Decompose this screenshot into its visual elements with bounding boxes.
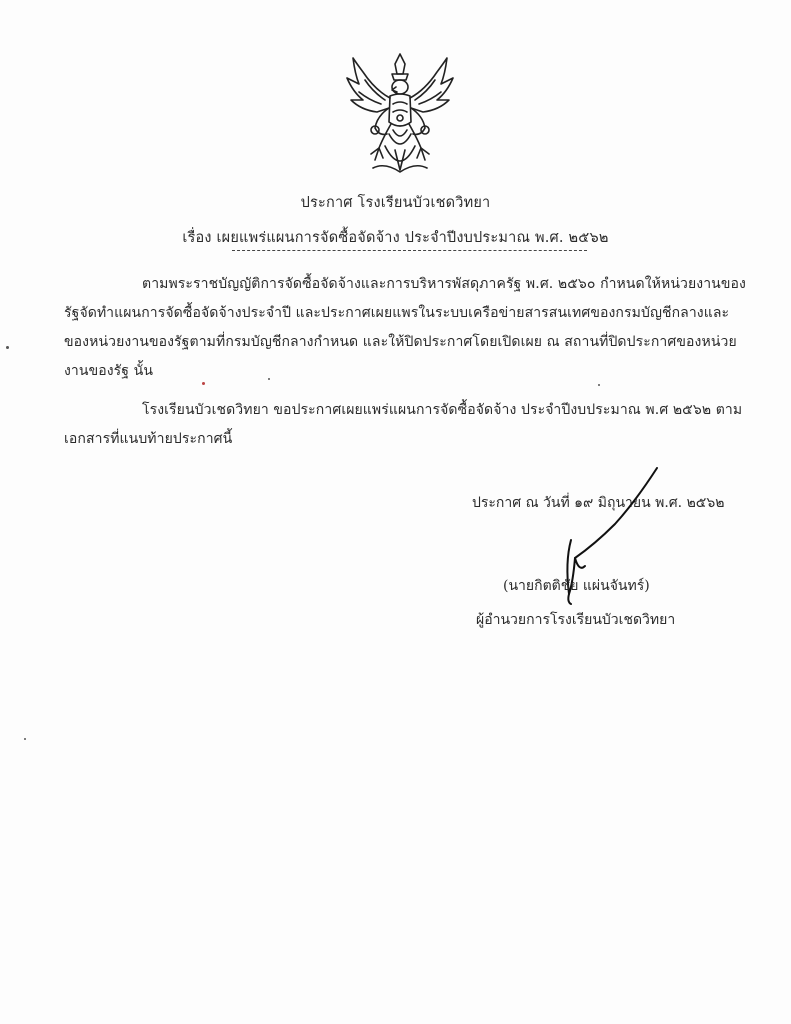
paragraph-1-text: ตามพระราชบัญญัติการจัดซื้อจัดจ้างและการบริหารพัสดุภาครัฐ พ.ศ. ๒๕๖๐ กำหนดให้หน่วยงานของรัฐจัดทำแผนการจัดซื้อจัดจ้างประจำปี และประกาศเผยแพรในระบบเครือข่ายสารสนเทศของกรมบัญชีกลางและของหน่วยงานของรัฐตามที่กรมบัญชีกลางกำหนด และให้ปิดประกาศโดยเปิดเผย ณ สถานที่ปิดประกาศของหน่วยงานของรัฐ นั้น — [64, 276, 746, 379]
title-divider — [232, 250, 587, 251]
scan-speck — [24, 738, 26, 740]
announcement-subject: เรื่อง เผยแพร่แผนการจัดซื้อจัดจ้าง ประจำปีงบประมาณ พ.ศ. ๒๕๖๒ — [182, 230, 609, 246]
scan-speck — [202, 382, 205, 385]
scan-speck — [598, 384, 600, 386]
garuda-emblem-icon — [345, 50, 455, 180]
signer-name: (นายกิตติชัย แผ่นจันทร์) — [503, 578, 650, 594]
scan-speck — [6, 346, 9, 349]
announcement-title: ประกาศ โรงเรียนบัวเชดวิทยา — [300, 195, 491, 211]
body-paragraph-1 — [64, 270, 749, 386]
scan-speck — [268, 378, 270, 380]
announcement-date: ประกาศ ณ วันที่ ๑๙ มิถุนายน พ.ศ. ๒๕๖๒ — [472, 495, 725, 511]
body-paragraph-2 — [64, 396, 749, 454]
signer-position: ผู้อำนวยการโรงเรียนบัวเชดวิทยา — [476, 612, 676, 628]
paragraph-2-text: โรงเรียนบัวเชดวิทยา ขอประกาศเผยแพร่แผนการจัดซื้อจัดจ้าง ประจำปีงบประมาณ พ.ศ ๒๕๖๒ ตามเอกสารที่แนบท้ายประกาศนี้ — [64, 402, 743, 447]
